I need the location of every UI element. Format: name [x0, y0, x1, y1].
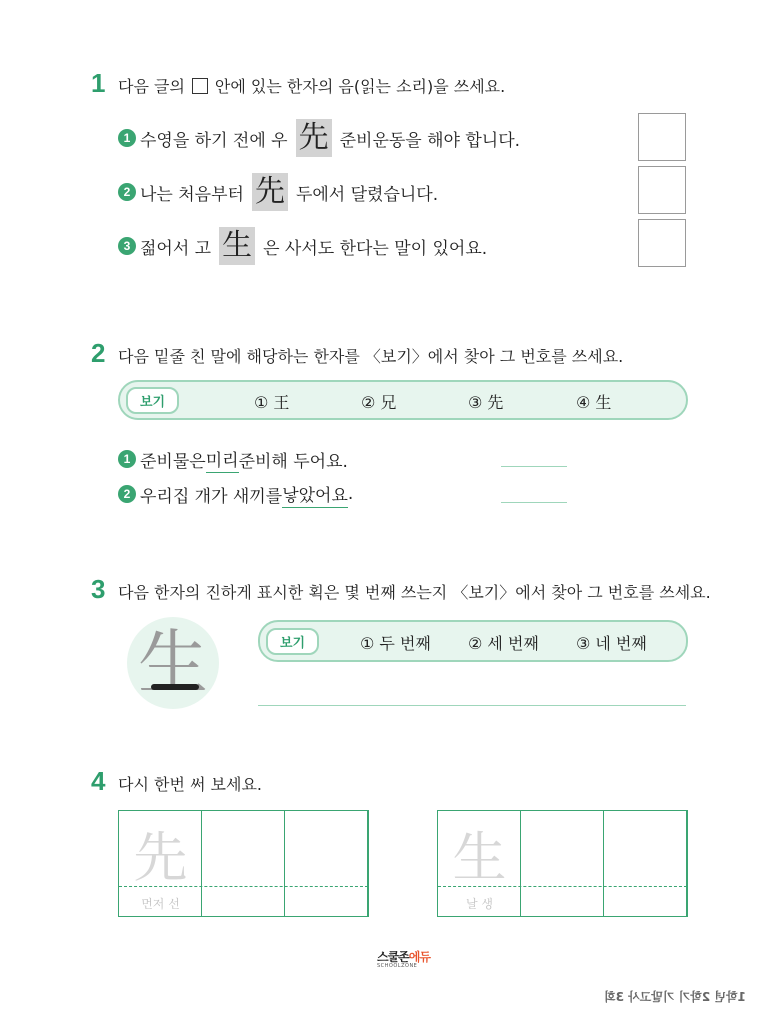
guide-line	[438, 886, 687, 887]
answer-line-1[interactable]	[501, 466, 567, 467]
square-icon	[192, 78, 208, 94]
page-label-mirrored: 1학년 2학기 기말고사 3회	[604, 990, 746, 1004]
question-4-number: 4	[91, 766, 106, 796]
hanja-reading: 날 생	[466, 897, 493, 911]
answer-line-2[interactable]	[501, 502, 567, 503]
q2-item-2-after: .	[347, 484, 354, 504]
q1-item-3	[118, 226, 487, 266]
bogi-option-1: ① 두 번째	[360, 634, 431, 653]
bogi-option-2: ② 兄	[361, 393, 397, 412]
q2-item-1-before: 준비물은	[140, 451, 206, 472]
item-number-badge: 1	[118, 450, 136, 468]
q1-item-2	[118, 172, 438, 212]
hanja-highlight: 先	[296, 119, 332, 157]
guide-line	[119, 886, 368, 887]
q1-item-2-before: 나는 처음부터	[140, 184, 244, 205]
hanja-highlight: 先	[252, 173, 288, 211]
writing-grid-1	[118, 810, 369, 917]
question-3-text: 다음 한자의 진하게 표시한 획은 몇 번째 쓰는지 〈보기〉에서 찾아 그 번호를 쓰세요.	[118, 583, 711, 602]
q1-item-3-after: 은 사서도 한다는 말이 있어요.	[263, 238, 488, 259]
bogi-option-3: ③ 先	[468, 393, 504, 412]
bogi-label: 보기	[266, 628, 319, 655]
writing-cell[interactable]	[285, 811, 368, 916]
hanja-highlight: 生	[219, 227, 255, 265]
question-2-number: 2	[91, 338, 106, 368]
trace-hanja: 先	[133, 826, 188, 889]
trace-cell[interactable]	[119, 811, 202, 916]
question-1-prompt	[118, 74, 505, 97]
writing-grid-2	[437, 810, 688, 917]
bogi-option-3: ③ 네 번째	[576, 634, 647, 653]
answer-line-q3[interactable]	[258, 705, 686, 706]
underlined-word: 미리	[206, 446, 239, 473]
q2-item-2-before: 우리집 개가 새끼를	[140, 486, 283, 507]
bogi-option-2: ② 세 번째	[468, 634, 539, 653]
bold-stroke-icon	[127, 617, 219, 709]
bogi-box-q2	[118, 380, 688, 420]
trace-hanja: 生	[452, 826, 507, 889]
logo-subtext: SCHOOLZONE	[377, 963, 418, 969]
bogi-box-q3	[258, 620, 688, 662]
answer-box-3[interactable]	[638, 219, 686, 267]
q2-item-2	[118, 481, 353, 507]
q1-item-2-after: 두에서 달렸습니다.	[295, 184, 439, 205]
question-3-number: 3	[91, 574, 106, 604]
item-number-badge: 3	[118, 237, 136, 255]
bogi-option-1: ① 王	[254, 393, 290, 412]
answer-box-1[interactable]	[638, 113, 686, 161]
question-1-text-b: 안에 있는 한자의 음(읽는 소리)을 쓰세요.	[214, 77, 506, 96]
q1-item-1-before: 수영을 하기 전에 우	[140, 130, 288, 151]
underlined-word: 낳았어요	[282, 481, 348, 508]
stroke-order-hanja: 生	[138, 622, 208, 704]
page-label	[538, 986, 746, 1006]
item-number-badge: 2	[118, 183, 136, 201]
question-1-text-a: 다음 글의	[118, 77, 185, 96]
hanja-circle	[127, 617, 219, 709]
question-4-text: 다시 한번 써 보세요.	[118, 775, 262, 794]
trace-cell[interactable]	[438, 811, 521, 916]
bogi-label: 보기	[126, 387, 179, 414]
q1-item-3-before: 젊어서 고	[140, 238, 212, 259]
q1-item-1-after: 준비운동을 해야 합니다.	[339, 130, 521, 151]
q2-item-1-after: 준비해 두어요.	[238, 451, 348, 472]
item-number-badge: 2	[118, 485, 136, 503]
schoolzone-logo	[377, 946, 447, 972]
question-1-number: 1	[91, 68, 106, 98]
writing-cell[interactable]	[202, 811, 285, 916]
logo-accent: 에듀	[408, 950, 430, 964]
writing-cell[interactable]	[521, 811, 604, 916]
q1-item-1	[118, 118, 520, 158]
hanja-reading: 먼저 선	[141, 897, 180, 911]
bogi-option-4: ④ 生	[576, 393, 612, 412]
logo-text: 스쿨존	[377, 950, 409, 964]
answer-box-2[interactable]	[638, 166, 686, 214]
writing-cell[interactable]	[604, 811, 687, 916]
question-2-text: 다음 밑줄 친 말에 해당하는 한자를 〈보기〉에서 찾아 그 번호를 쓰세요.	[118, 347, 624, 366]
q2-item-1	[118, 446, 348, 472]
item-number-badge: 1	[118, 129, 136, 147]
